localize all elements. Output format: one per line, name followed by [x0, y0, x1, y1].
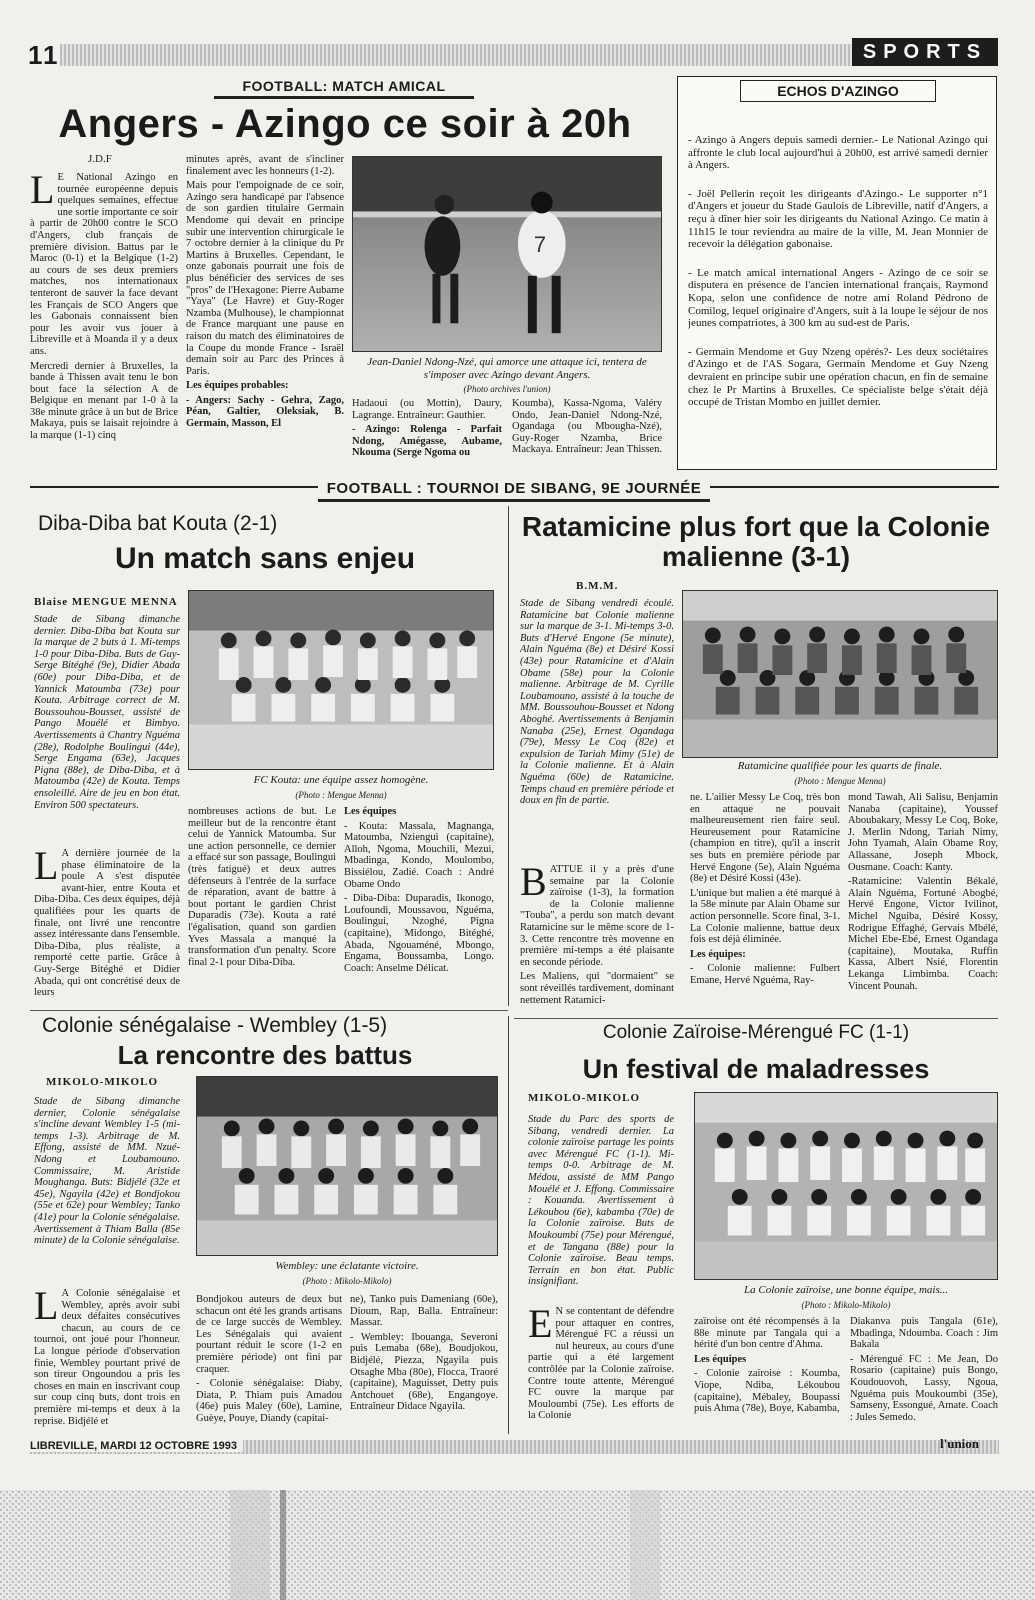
zaire-byline: MIKOLO-MIKOLO: [528, 1092, 640, 1104]
team-photo-zaire: [695, 1093, 997, 1279]
drop-cap: L: [34, 1288, 59, 1328]
senegal-body3b-text: - Wembley: Ibouanga, Severoni puis Lemaba (68e), Boudjokou, Bidjélé, Piezza, Ngayila puis Otsaghe Mba (80e), Flocca, Traoré (capitaine), Maguisset, Detty puis Antchouet (68e), Engangoye. Entraîneur Didace Ngayila.: [350, 1331, 498, 1413]
senegal-photo-credit: (Photo : Mikolo-Mikolo): [302, 1276, 392, 1286]
column-divider: [508, 506, 509, 1006]
zaire-body2b-text: - Colonie zaïroise : Koumba, Viope, Ndiba, Lékoubou (capitaine), Mébaley, Boupassi puis Ahma (78e), Boye, Kabamba,: [694, 1368, 840, 1415]
senegal-body-3: [350, 1294, 498, 1434]
senegal-byline: MIKOLO-MIKOLO: [46, 1076, 158, 1088]
zaire-photo-caption: La Colonie zaïroise, une bonne équipe, mais...: [744, 1284, 948, 1296]
echos-body: [688, 134, 988, 464]
drop-cap: E: [528, 1306, 553, 1346]
team-photo-kouta: [189, 591, 493, 769]
ratamicine-body3b-text: -Ratamicine: Valentin Békalé, Alain Nguéma, Fortuné Abogbé, Hervé Engone, Victor Ivilinot, Michel Nguiba, Désiré Kossy, Rodrigue Effaghé, Gervais Mbélé, Michel Ebe-Ebé, Ernest Ogandaga (capitaine), Moutaka, Ruffin Kassa, Albert Nsié, Florentin Lekanga Limbimba. Coach: Vincent Pounah.: [848, 876, 998, 992]
ratamicine-body1-text: ATTUE il y a près d'une semaine par la Colonie zaïroise (1-3), la formation de la Colonie malienne "Touba", a perdu son match devant Ratamicine sur le même score de 1-3. Cette rencontre très movenne en première mi-temps a été plaisante en seconde période.: [520, 864, 674, 968]
main-photo-credit: (Photo archives l'union): [463, 384, 551, 394]
main-col-3: [352, 398, 502, 470]
echo-item: - Le match amical international Angers - Azingo de ce soir se disputera en présence de l'ancien international français, Raymond Kopa, selon une confidence de notre ami Roland Pédrono de Comilog, lequel originaire d'Angers, suit à la loupe le séjour de nos jeunes compatriotes, à 300 km au sud-est de Paris.: [688, 266, 988, 330]
ratamicine-teams-head: Les équipes:: [690, 948, 746, 960]
team-photo-ratamicine: [683, 591, 997, 757]
ratamicine-photo-credit: (Photo : Mengue Menna): [794, 776, 886, 786]
drop-cap: L: [34, 848, 59, 888]
main-col2b-text: Mais pour l'empoignade de ce soir, Azingo sera handicapé par l'absence de son gardien titulaire Germain Mendome qui devait en principe subir une intervention chirurgicale le 7 octobre dernier à la clinique du Pr Martins à Bruxelles. Cependant, le onze gabonais pourrait une fois de plus bénéficier des services de ses "pros" de l'Hexagone: Pierre Aubame "Yaya" (Le Havre) et Guy-Roger Nzamba (Mulhouse), le championnat de France marquant une pause en raison du match des éliminatoires de la Coupe du monde France - Israël demain soir au Parc des Princes à Paris.: [186, 180, 344, 377]
column-divider-lower: [508, 1016, 509, 1434]
diba-body1-text: A dernière journée de la phase éliminatoire de la poule A s'est disputée avant-hier, entre Kouta et Diba-Diba. Ces deux équipes, déjà qualifiées pour les quarts de finale, ont livré une rencontre assez intéressante dans l'ensemble. Diba-Diba, plus réaliste, a remporté cette partie. Grâce à Guy-Serge Bitéghé et Didier Abada, qui ont concrétisé deux de leurs: [34, 848, 180, 999]
zaire-photo-credit: (Photo : Mikolo-Mikolo): [801, 1300, 891, 1310]
drop-cap: B: [520, 864, 547, 904]
team-photo-wembley: [197, 1077, 497, 1255]
teams-head: Les équipes probables:: [186, 380, 289, 392]
senegal-body-1: [34, 1288, 180, 1434]
zaire-body-2: [694, 1316, 840, 1434]
ratamicine-photo-caption: Ratamicine qualifiée pour les quarts de finale.: [737, 760, 943, 772]
main-byline: J.D.F: [88, 153, 112, 165]
scan-noise-strip: [0, 1490, 1035, 1600]
diba-teams-kouta: - Kouta: Massala, Magnanga, Matoumba, Nziengui (capitaine), Alloh, Ngoma, Mouchili, Mezui, Mbadinga, Kondo, Moulombo, Bissiélou, Zadié. Coach : André Obame Ondo: [344, 820, 494, 890]
senegal-photo: [196, 1076, 498, 1256]
tournoi-underline: [318, 499, 710, 502]
zaire-body3-text: Diakanva puis Tangala (61e), Mbadinga, Ndoumba. Coach : Jim Bakala: [850, 1316, 998, 1351]
ratamicine-title: Ratamicine plus fort que la Colonie malienne (3-1): [521, 511, 991, 572]
senegal-body2-text: Bondjokou auteurs de deux but schacun ont été les grands artisans de ce large succès de Wembley. Les Sénégalais qui avaient pourtant réduit le score (1-2 en première période) ont fini par craquer.: [196, 1294, 342, 1375]
senegal-photo-caption: Wembley: une éclatante victoire.: [275, 1260, 419, 1272]
main-col-1: [30, 172, 178, 470]
ratamicine-body-1: [520, 864, 674, 1006]
zaire-photo: [694, 1092, 998, 1280]
echos-title: ECHOS D'AZINGO: [740, 80, 936, 102]
zaire-body2-text: zaïroise ont été récompensés à la 88e minute par Tangala qui a hérité d'un bon centre d'Ahma.: [694, 1316, 840, 1351]
senegal-subtitle: Colonie sénégalaise - Wembley (1-5): [42, 1014, 388, 1037]
footer-date: LIBREVILLE, MARDI 12 OCTOBRE 1993: [30, 1440, 243, 1452]
diba-byline: Blaise MENGUE MENNA: [34, 596, 178, 608]
zaire-body3b-text: - Mérengué FC : Me Jean, Do Rosario (capitaine) puis Bongo, Koudouovoh, Lassy, Ngoua, Nguéma puis Moukoumbi (35e), Samseny, Essongué, Amate. Coach : Jules Semedo.: [850, 1353, 998, 1423]
teams-angers: - Angers: Sachy - Gehra, Zago, Péan, Galtier, Oleksiak, B. Germain, Masson, El: [186, 394, 344, 430]
diba-lead: Stade de Sibang dimanche dernier. Diba-Diba bat Kouta sur la marque de 2 buts à 1. Mi-temps 1-0 pour Diba-Diba. Buts de Guy-Serge Bitéghé (9e), Didier Abada (60e) pour Diba-Diba, et de Yannick Matoumba (73e) pour Kouta. Arbitrage correct de M. Boussouhou-Bousset, assisté de Pango Mouélé et Bimbyo. Avertissements à Chantry Nguéma (28e), Rodolphe Boulingui (44e), Serge Engama (63e), Jacques Pigna (88e), de Diba-Diba, et à Matoumba (42e) de Kouta. Temps ensoleillé. Aire de jeu en bon état. Environ 500 spectateurs.: [34, 614, 180, 811]
ratamicine-body2c-text: - Colonie malienne: Fulbert Emane, Hervé Nguéma, Ray-: [690, 963, 840, 986]
main-kicker: FOOTBALL: MATCH AMICAL: [242, 78, 446, 94]
senegal-body-2: [196, 1294, 342, 1434]
zaire-teams-head: Les équipes: [694, 1353, 747, 1365]
diba-title: Un match sans enjeu: [114, 542, 416, 575]
main-col1-text: E National Azingo en tournée européenne depuis quelques semaines, effectue une sortie importante ce soir à partir de 20h00 contre le SCO d'Angers, club français de première division. Battus par le Maroc (0-1) et la Belgique (1-2) au cours de ses deux premiers matches, nos internationaux tenteront de sauver la face devant les Français de SCO Angers que les Gabonais connaissent bien pour les avoir vus jouer à Libreville et à Moanda il y a deux ans.: [30, 172, 178, 357]
zaire-title: Un festival de maladresses: [582, 1054, 930, 1084]
kicker-underline: [214, 96, 474, 99]
ratamicine-body2b-text: L'unique but malien a été marqué à la 58e minute par Alain Obame sur action personnelle. Score final, 3-1. La Colonie malienne, battue deux fois est déjà éliminée.: [690, 887, 840, 946]
diba-body-3: [344, 806, 494, 1006]
main-col3b-text: - Azingo: Rolenga - Parfait Ndong, Amégasse, Aubame, Nkouma (Serge Ngoma ou: [352, 424, 502, 459]
left-divider: [30, 1010, 508, 1011]
main-photo-caption: Jean-Daniel Ndong-Nzé, qui amorce une attaque ici, tentera de s'imposer avec Azingo devant Angers.: [367, 356, 647, 381]
main-col2-text: minutes après, avant de s'incliner finalement avec les honneurs (1-2).: [186, 154, 344, 177]
main-title: Angers - Azingo ce soir à 20h: [58, 102, 632, 146]
diba-teams-head: Les équipes: [344, 806, 397, 817]
ratamicine-body2-text: ne. L'ailier Messy Le Coq, très bon en attaque ne pouvait malheureusement rien faire seul. Heureusement pour Ratamicine (champion en titre), qu'il a inscrit ses buts en première période par Hervé Engone (5e), Alain Nguéma (8e) et Désiré Kossi (43e).: [690, 792, 840, 885]
ratamicine-body3-text: mond Tawah, Ali Salisu, Benjamin Nanaba (capitaine), Youssef Aboubakary, Messy Le Coq, Boke, J. Merlin Ndong, Tariah Nimy, John Tyamah, Alain Obame Roy, Allassane, Joseph Mbock, Ousmane. Coach: Kanty.: [848, 792, 998, 873]
echo-item: - Joël Pellerin reçoit les dirigeants d'Azingo.- Le supporter n°1 d'Angers et joueur du Stade Gaulois de Libreville, natif d'Angers, a reçu à dîner hier soir les dirigeants du National Azingo. Ce matin à 11h15 le tour reviendra au maire de la ville, M. Jean Monnier de recevoir la délégation gabonaise.: [688, 187, 988, 251]
senegal-body1-text: A Colonie sénégalaise et Wembley, après avoir subi deux défaites consécutives chacun, au cours de ce tournoi, ont joué pour l'honneur. La longue période d'observation finie, Wembley pourtant privé de son tireur Ongoundou a pris les choses en main en inscrivant coup sur coup cinq buts, dont trois en première mi-temps et deux à la reprise. Bidjélé et: [34, 1288, 180, 1427]
zaire-body-3: [850, 1316, 998, 1434]
main-col-2: [186, 154, 344, 470]
tournoi-kicker: FOOTBALL : TOURNOI DE SIBANG, 9E JOURNÉE: [318, 480, 710, 497]
ratamicine-body-2: [690, 792, 840, 1006]
ratamicine-lead: Stade de Sibang vendredi écoulé. Ratamicine bat Colonie malienne sur la marque de 3-1. Mi-temps 3-0. Buts d'Hervé Engone (5e minute), Alain Nguéma (8e) et Désiré Kossi (43e) pour Ratamicine et d'Alain Obame (58e) pour la Colonie malienne. Arbitrage de M. Cyrille Loubamouno, assisté à la touche de MM. Boussouhou-Bousset et Ndong Aboghé. Avertissements à Benjamin Nanaba (25e), Ernest Ogandaga (79e), Messy Le Coq (82e) et expulsion de Tariah Mimy (51e) de la Colonie malienne. Et à Alain Nguéma (60e) de Ratamicine. Temps chaud en première période et doux en fin de partie.: [520, 598, 674, 807]
diba-subtitle: Diba-Diba bat Kouta (2-1): [38, 512, 278, 535]
senegal-body2b-text: - Colonie sénégalaise: Diaby, Diata, P. Thiam puis Amadou (46e) puis Maley (60e), Lamine, Guèye, Pouye, Diandy (capitai-: [196, 1378, 342, 1424]
diba-teams-diba: - Diba-Diba: Duparadis, Ikonogo, Loufoundi, Moussavou, Nguéma, Boulingui, Nzoghé, Pigna (capitaine), Midongo, Bitéghé, Abada, Ngouaméné, Mbongo, Engama, Boussamba, Longo. Coach: Anselme Délicat.: [344, 893, 494, 974]
ratamicine-photo: [682, 590, 998, 758]
main-photo: [352, 156, 662, 352]
diba-body-1: [34, 848, 180, 1006]
section-label: SPORTS: [852, 38, 998, 66]
diba-photo: [188, 590, 494, 770]
right-divider: [514, 1018, 998, 1019]
main-col4-text: Koumba), Kassa-Ngoma, Valéry Ondo, Jean-Daniel Ndong-Nzé, Ogandaga (ou Mbougha-Nzé), Guy-Roger Nzamba, Brice Mackaya. Entraîneur: Jean Thissen.: [512, 398, 662, 456]
main-col-4: [512, 398, 662, 470]
echo-item: - Germain Mendome et Guy Nzeng opérés?- Les deux sociétaires d'Azingo et de l'AS Sogara, Germain Mendome et Guy Nzeng devraient en principe subir une opération chacun, en fin de semaine chez le Pr Martins à Bruxelles. Ce spécialiste belge s'était déjà occupé de Tristan Mombo en juillet dernier.: [688, 345, 988, 409]
page-number: 11: [28, 40, 60, 70]
senegal-lead: Stade de Sibang dimanche dernier, Colonie sénégalaise s'incline devant Wembley 1-5 (mi-temps 1-3). Arbitrage de M. Effong, assisté de MM. Nzué-Ndong et Loubamouno. Commissaire, M. Aristide Moughanga. Buts: Bidjélé (32e et 45e), Ngayila (42e) et Bondjokou (55e et 62e) pour Wembley; Tanko (41e) pour la Colonie sénégalaise. Avertissement à Thiam Balla (85e minute) de la Colonie sénégalaise.: [34, 1096, 180, 1247]
echo-item: - Azingo à Angers depuis samedi dernier.- Le National Azingo qui affronte le club local aujourd'hui à 20h00, est arrivé samedi dernier à Angers.: [688, 134, 988, 172]
ratamicine-byline: B.M.M.: [576, 580, 619, 592]
diba-photo-caption: FC Kouta: une équipe assez homogène.: [253, 774, 429, 786]
ratamicine-body1b-text: Les Maliens, qui "dormaient" se sont réveillés tardivement, dominant nettement Ratamici-: [520, 971, 674, 1006]
senegal-title: La rencontre des battus: [117, 1040, 413, 1070]
ratamicine-body-3: [848, 792, 998, 1006]
football-action-photo: [353, 157, 661, 351]
zaire-lead: Stade du Parc des sports de Sibang, vendredi dernier. La colonie zaïroise partage les points avec Mérengué FC (1-1). Mi-temps 0-0. Arbitrage de M. Médou, assisté de MM Pango Mouélé et J. Effong. Commissaire : Kouanda. Avertissement à Lékoubou (6e), kabamba (70e) de la Colonie zaïroise. Buts de Moukoumbi (75e) pour Mérengué, et de Tangana (88e) pour la Colonie zaïroise. Beau temps. Terrain en bon état. Public insignifiant.: [528, 1114, 674, 1288]
diba-photo-credit: (Photo : Mengue Menna): [295, 790, 387, 800]
footer-logo: l'union: [940, 1436, 980, 1451]
main-col1b-text: Mercredi dernier à Bruxelles, la bande à Thissen avait tenu le bon bout face la sélection A de Belgique en menant par 1-0 à la 38e minute grâce à un but de Brice Makaya, puis se laisait rejoindre à la marque (1-1) cinq: [30, 360, 178, 442]
zaire-body-1: [528, 1306, 674, 1434]
svg-text:7: 7: [533, 232, 546, 258]
senegal-body3-text: ne), Tanko puis Dameniang (60e), Dioum, Rap, Balla. Entraîneur: Massar.: [350, 1294, 498, 1329]
zaire-body1-text: N se contentant de défendre pour attaquer en contres, Mérengué FC a réussi un nul heureux, au cours d'une partie qui a été largement contrôlée par la Colonie zaïroise. Contre toute attente, Mérengué FC ouvre la marque par Mouloumbi (75e). Les efforts de la Colonie: [528, 1306, 674, 1422]
zaire-subtitle: Colonie Zaïroise-Mérengué FC (1-1): [602, 1022, 910, 1043]
drop-cap: L: [30, 172, 55, 212]
main-col3-text: Hadaoui (ou Mottin), Daury, Lagrange. Entraîneur: Gauthier.: [352, 398, 502, 421]
diba-body-2: nombreuses actions de but. Le meilleur but de la rencontre étant celui de Yannick Matoumba. Sur une action personnelle, ce dernier a effacé sur son passage, Boulingui (très fatigué) et deux autres défenseurs à l'entrée de la surface de réparation, avant de battre à bout portant le gardien Christ Duparadis (73e). Kouta a raté l'égalisation, quand son gardien Yves Massala a manqué la transformation d'un penalty. Score final 2-1 pour Diba-Diba.: [188, 806, 336, 968]
